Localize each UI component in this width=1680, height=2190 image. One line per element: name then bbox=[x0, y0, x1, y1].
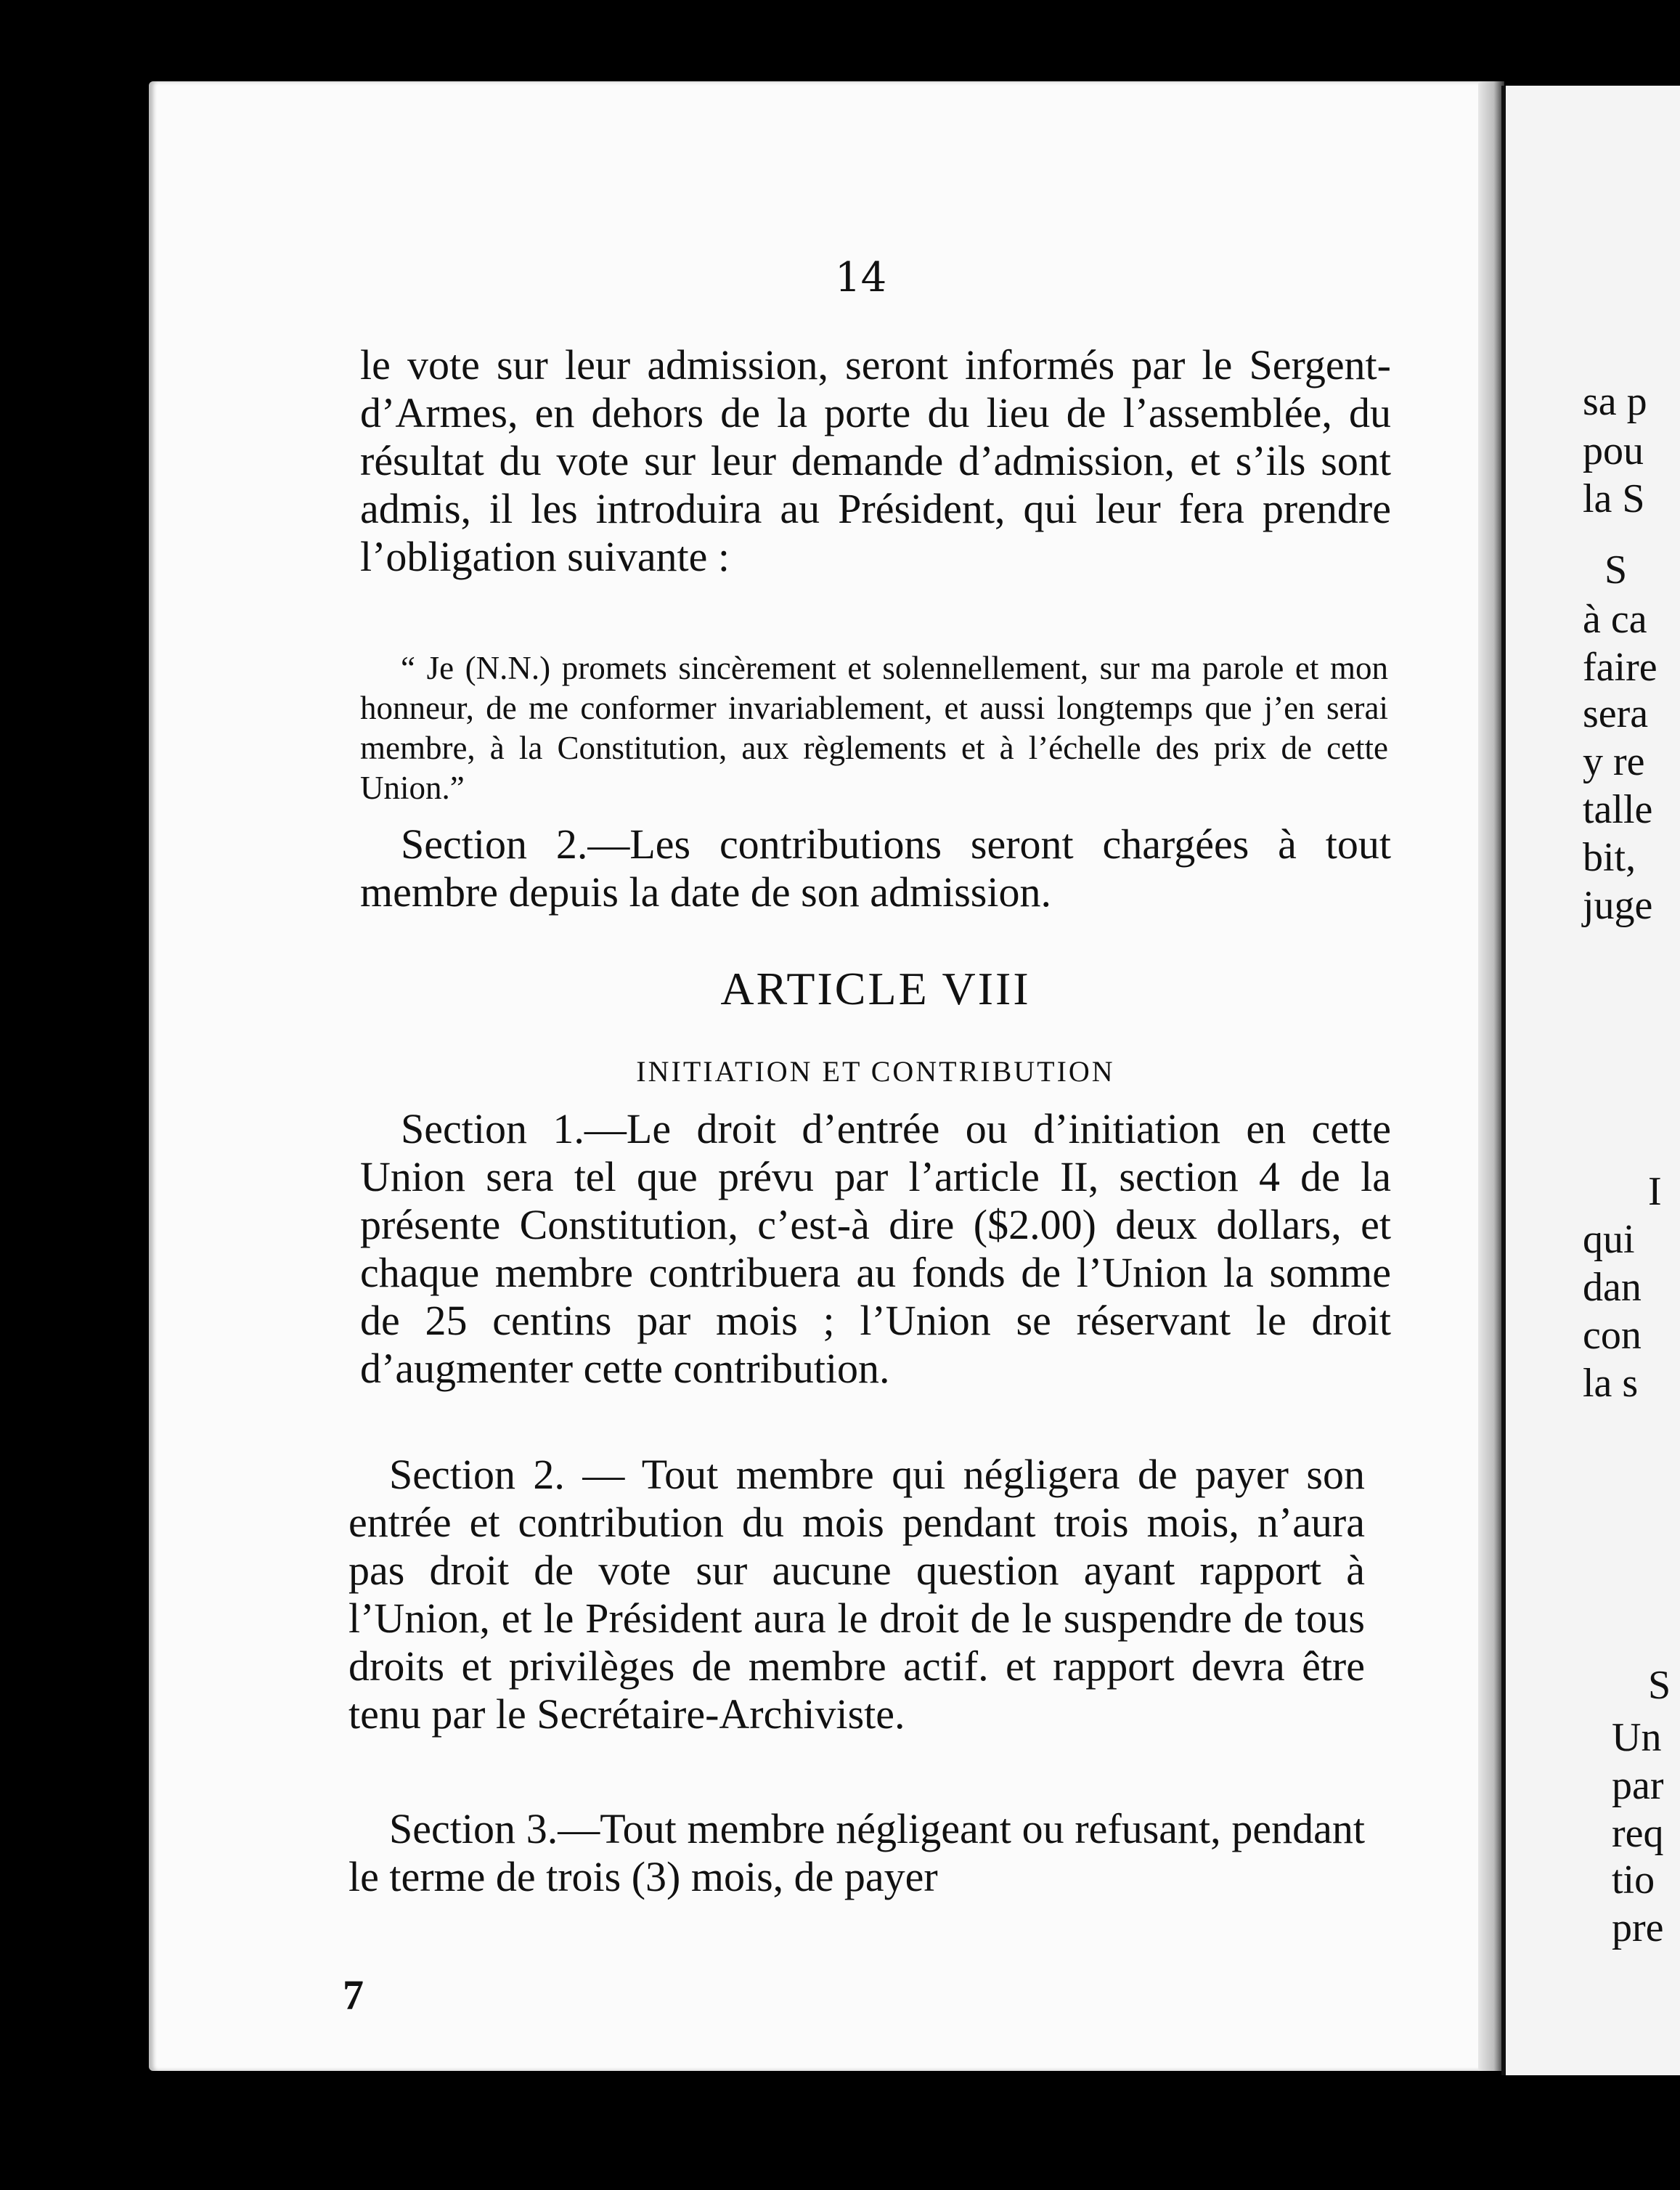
right-line: faire bbox=[1583, 645, 1657, 690]
signature-mark: 7 bbox=[343, 1971, 364, 2019]
right-line: sa p bbox=[1583, 379, 1647, 424]
right-line: Un bbox=[1612, 1715, 1662, 1760]
right-line: la s bbox=[1583, 1361, 1639, 1406]
page-number: 14 bbox=[835, 254, 887, 301]
oath-quote: “ Je (N.N.) promets sincèrement et solennellement, sur ma parole et mon honneur, de me conformer invariablement, et aussi longtemps que j’en serai membre, à la Constitution, aux règlements et à l’échelle des prix de cette Union.” bbox=[360, 650, 1388, 806]
right-line: à ca bbox=[1583, 597, 1647, 642]
section-2-contributions: Section 2.—Les contributions seront chargées à tout membre depuis la date de son admission. bbox=[360, 821, 1391, 916]
section-2-suspension: Section 2. — Tout membre qui négligera de payer son entrée et contribution du mois pendant trois mois, n’aura pas droit de vote sur aucune question ayant rapport à l’Union, et le Président aura le droit de le suspendre de tous droits et privilèges de membre actif. et rapport devra être tenu par le Secrétaire-Archiviste. bbox=[348, 1451, 1365, 1738]
section-1-initiation: Section 1.—Le droit d’entrée ou d’initiation en cette Union sera tel que prévu par l’article II, section 4 de la présente Constitution, c’est-à dire ($2.00) deux dollars, et chaque membre contribuera au fonds de l’Union la somme de 25 centins par mois ; l’Union se réservant le droit d’augmenter cette contribution. bbox=[360, 1105, 1391, 1392]
right-line: par bbox=[1612, 1763, 1664, 1808]
right-line: sera bbox=[1583, 691, 1649, 736]
right-line: tio bbox=[1612, 1857, 1655, 1902]
right-line: la S bbox=[1583, 476, 1645, 521]
right-line: S bbox=[1604, 548, 1628, 593]
right-line: I bbox=[1648, 1169, 1662, 1214]
article-title: ARTICLE VIII bbox=[720, 963, 1031, 1014]
right-line: S bbox=[1648, 1663, 1671, 1708]
right-line: pou bbox=[1583, 428, 1644, 473]
right-line: qui bbox=[1583, 1217, 1635, 1262]
article-subtitle: INITIATION ET CONTRIBUTION bbox=[636, 1055, 1115, 1088]
right-line: juge bbox=[1583, 883, 1653, 928]
right-line: con bbox=[1583, 1313, 1642, 1358]
section-3-refusal: Section 3.—Tout membre négligeant ou refusant, pendant le terme de trois (3) mois, de payer bbox=[348, 1805, 1365, 1900]
book-gutter bbox=[1478, 81, 1504, 2071]
right-line: talle bbox=[1583, 787, 1653, 832]
right-line: bit, bbox=[1583, 835, 1636, 880]
right-line: req bbox=[1612, 1811, 1664, 1856]
right-line: pre bbox=[1612, 1905, 1664, 1950]
right-line: dan bbox=[1583, 1265, 1642, 1310]
right-line: y re bbox=[1583, 739, 1645, 784]
paragraph-1: le vote sur leur admission, seront informés par le Sergent-d’Armes, en dehors de la porte du lieu de l’assemblée, du résultat du vote sur leur demande d’admission, et s’ils sont admis, il les introduira au Président, qui leur fera prendre l’obligation suivante : bbox=[360, 341, 1391, 580]
